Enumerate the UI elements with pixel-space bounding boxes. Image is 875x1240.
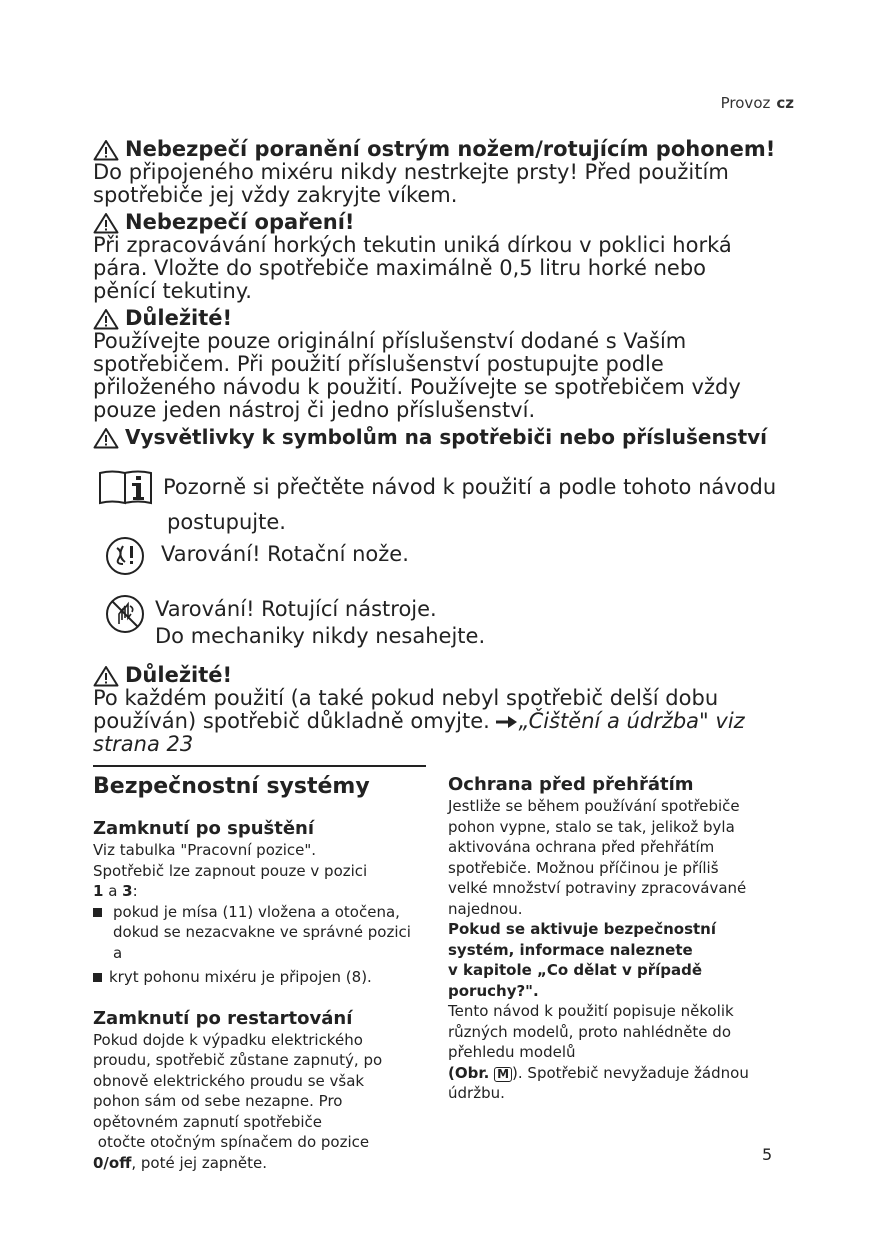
symbol-row (93, 592, 813, 650)
rotating-tools-no-touch-icon (103, 592, 147, 636)
paragraph: Jestliže se během používání spotřebiče pohon vypne, stalo se tak, jelikož byla aktivována ochrana před přehřátím spotřebiče. Možnou příčinou je příliš velké množství potraviny zpracovávané najednou. (448, 797, 747, 918)
symbol-text: postupujte. (167, 510, 286, 534)
page-header (721, 94, 794, 112)
manual-info-icon (97, 467, 157, 507)
warnings-block (93, 138, 813, 756)
warning-text: Používejte pouze originální příslušenství dodané s Vaším spotřebičem. Při použití příslušenství postupujte podle přiloženého návodu k použití. Používejte se spotřebičem vždy pouze jeden nástroj či jedno příslušenství. (93, 329, 741, 422)
warning-title: Důležité! (93, 307, 813, 330)
page-number: 5 (762, 1145, 773, 1164)
symbol-text: Do mechaniky nikdy nesahejte. (155, 624, 486, 648)
paragraph: Pokud dojde k výpadku elektrického proudu, spotřebič zůstane zapnutý, po obnově elektrického proudu se však pohon sám od sebe nezapne. Pro opětovném zapnutí spotřebiče otočte otočným spínačem do pozice 0/off, poté jej zapněte. (93, 1030, 383, 1172)
warning-text: Při zpracovávání horkých tekutin uniká dírkou v poklici horká pára. Vložte do spotřebiče maximálně 0,5 litru horké nebo pěnící tekutiny. (93, 233, 732, 303)
left-column (93, 774, 433, 1173)
subsection-heading: Zamknutí po spuštění (93, 818, 315, 839)
paragraph: Tento návod k použití popisuje několik různých modelů, proto nahlédněte do přehledu modelů (Obr. M ). Spotřebič nevyžaduje žádnou údržbu. (448, 1002, 749, 1102)
list-item: pokud je mísa (11) vložena a otočena, dokud se nezacvakne ve správné pozici a (93, 902, 433, 964)
section-name: Provoz (720, 94, 771, 112)
list-item: kryt pohonu mixéru je připojen (8). (93, 967, 433, 988)
warning-triangle-icon (93, 665, 119, 687)
symbol-text: Pozorně si přečtěte návod k použití a podle tohoto návodu (163, 475, 777, 499)
rotating-blades-icon (103, 534, 147, 578)
subsection-heading: Zamknutí po restartování (93, 1007, 353, 1029)
warning-triangle-icon (93, 212, 119, 234)
paragraph: Viz tabulka "Pracovní pozice". Spotřebič lze zapnout pouze v pozici 1 a 3: (93, 841, 368, 900)
symbol-row (93, 467, 813, 534)
cross-reference-link[interactable]: „Čištění a údržba" viz (518, 709, 745, 733)
figure-ref-badge: M (494, 1067, 512, 1082)
section-divider (93, 765, 426, 767)
right-column (448, 774, 788, 1104)
section-heading: Bezpečnostní systémy (93, 774, 370, 799)
warning-title: Nebezpečí opaření! (93, 211, 813, 234)
cross-reference-link[interactable]: strana 23 (93, 732, 194, 756)
arrow-right-icon (496, 715, 518, 729)
warning-triangle-icon (93, 139, 119, 161)
subsection-heading: Ochrana před přehřátím (448, 774, 694, 795)
language-code: cz (776, 94, 794, 112)
bold-notice: Pokud se aktivuje bezpečnostní systém, informace naleznete v kapitole „Co dělat v případě poruchy?". (448, 920, 716, 1000)
symbols-title: Vysvětlivky k symbolům na spotřebiči nebo příslušenství (93, 426, 813, 449)
symbol-text: Varování! Rotační nože. (161, 542, 409, 566)
symbol-row (93, 534, 813, 578)
warning-triangle-icon (93, 427, 119, 449)
bullet-list (93, 902, 433, 988)
warning-text: Po každém použití (a také pokud nebyl spotřebič delší dobu používán) spotřebič důkladně omyjte. „Čištění a údržba" viz strana 23 (93, 687, 813, 756)
warning-title: Nebezpečí poranění ostrým nožem/rotujícím pohonem! (93, 138, 813, 161)
warning-title: Důležité! (93, 664, 813, 687)
warning-triangle-icon (93, 308, 119, 330)
symbol-text: Varování! Rotující nástroje. (155, 597, 437, 621)
warning-text: Do připojeného mixéru nikdy nestrkejte prsty! Před použitím spotřebiče jej vždy zakryjte víkem. (93, 160, 729, 207)
